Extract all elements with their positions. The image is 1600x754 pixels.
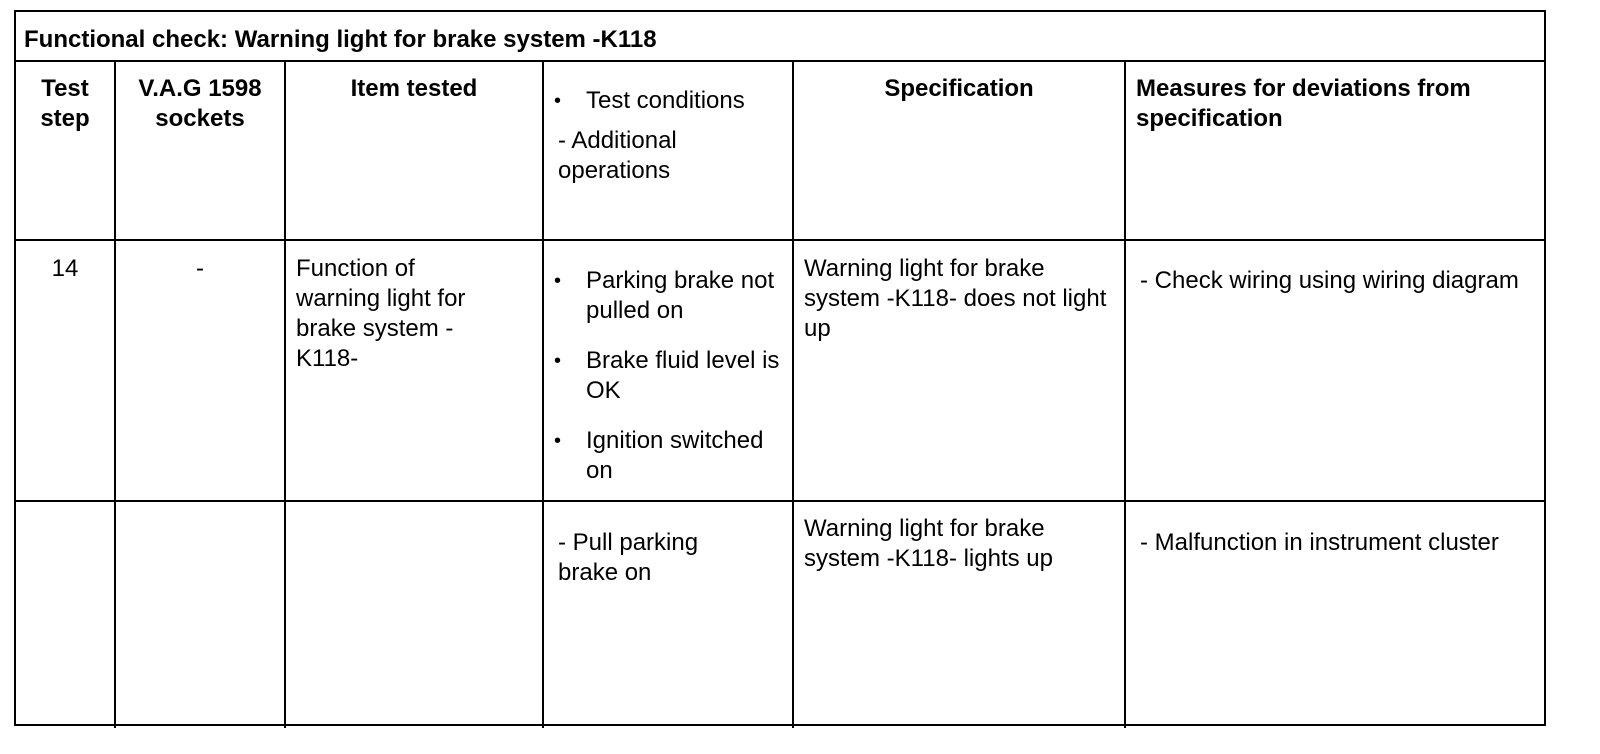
table-title: Functional check: Warning light for brake system -K118 xyxy=(16,12,1544,62)
condition-item: • Parking brake not pulled on xyxy=(544,266,792,326)
header-item-tested: Item tested xyxy=(350,75,478,102)
row2-operation: - Pull parking brake on xyxy=(558,529,699,586)
column-divider xyxy=(1124,62,1126,728)
row1-conditions xyxy=(544,266,792,506)
header-sockets: V.A.G 1598 sockets xyxy=(138,75,262,132)
row2-specification: Warning light for brake system -K118- lights up xyxy=(804,515,1053,572)
row1-test-step: 14 xyxy=(51,255,79,282)
condition-item: • Brake fluid level is OK xyxy=(544,346,792,406)
header-test-conditions xyxy=(544,86,792,186)
header-additional-operations: - Additional operations xyxy=(558,127,677,184)
column-divider xyxy=(792,62,794,728)
row1-sockets: - xyxy=(196,255,204,282)
header-row-divider xyxy=(16,239,1544,241)
header-measures: Measures for deviations from specification xyxy=(1136,75,1471,132)
header-test-step: Test step xyxy=(40,75,90,132)
header-conditions-bullet: • Test conditions xyxy=(544,86,792,116)
column-divider xyxy=(114,62,116,728)
test-table xyxy=(14,10,1546,726)
condition-item: • Ignition switched on xyxy=(544,426,792,486)
row1-measures: - Check wiring using wiring diagram xyxy=(1140,267,1519,294)
header-specification: Specification xyxy=(884,75,1034,102)
row1-item-tested: Function of warning light for brake system -K118- xyxy=(296,255,466,372)
column-divider xyxy=(284,62,286,728)
row1-specification: Warning light for brake system -K118- does not light up xyxy=(804,255,1107,342)
row2-measures: - Malfunction in instrument cluster xyxy=(1140,529,1499,556)
